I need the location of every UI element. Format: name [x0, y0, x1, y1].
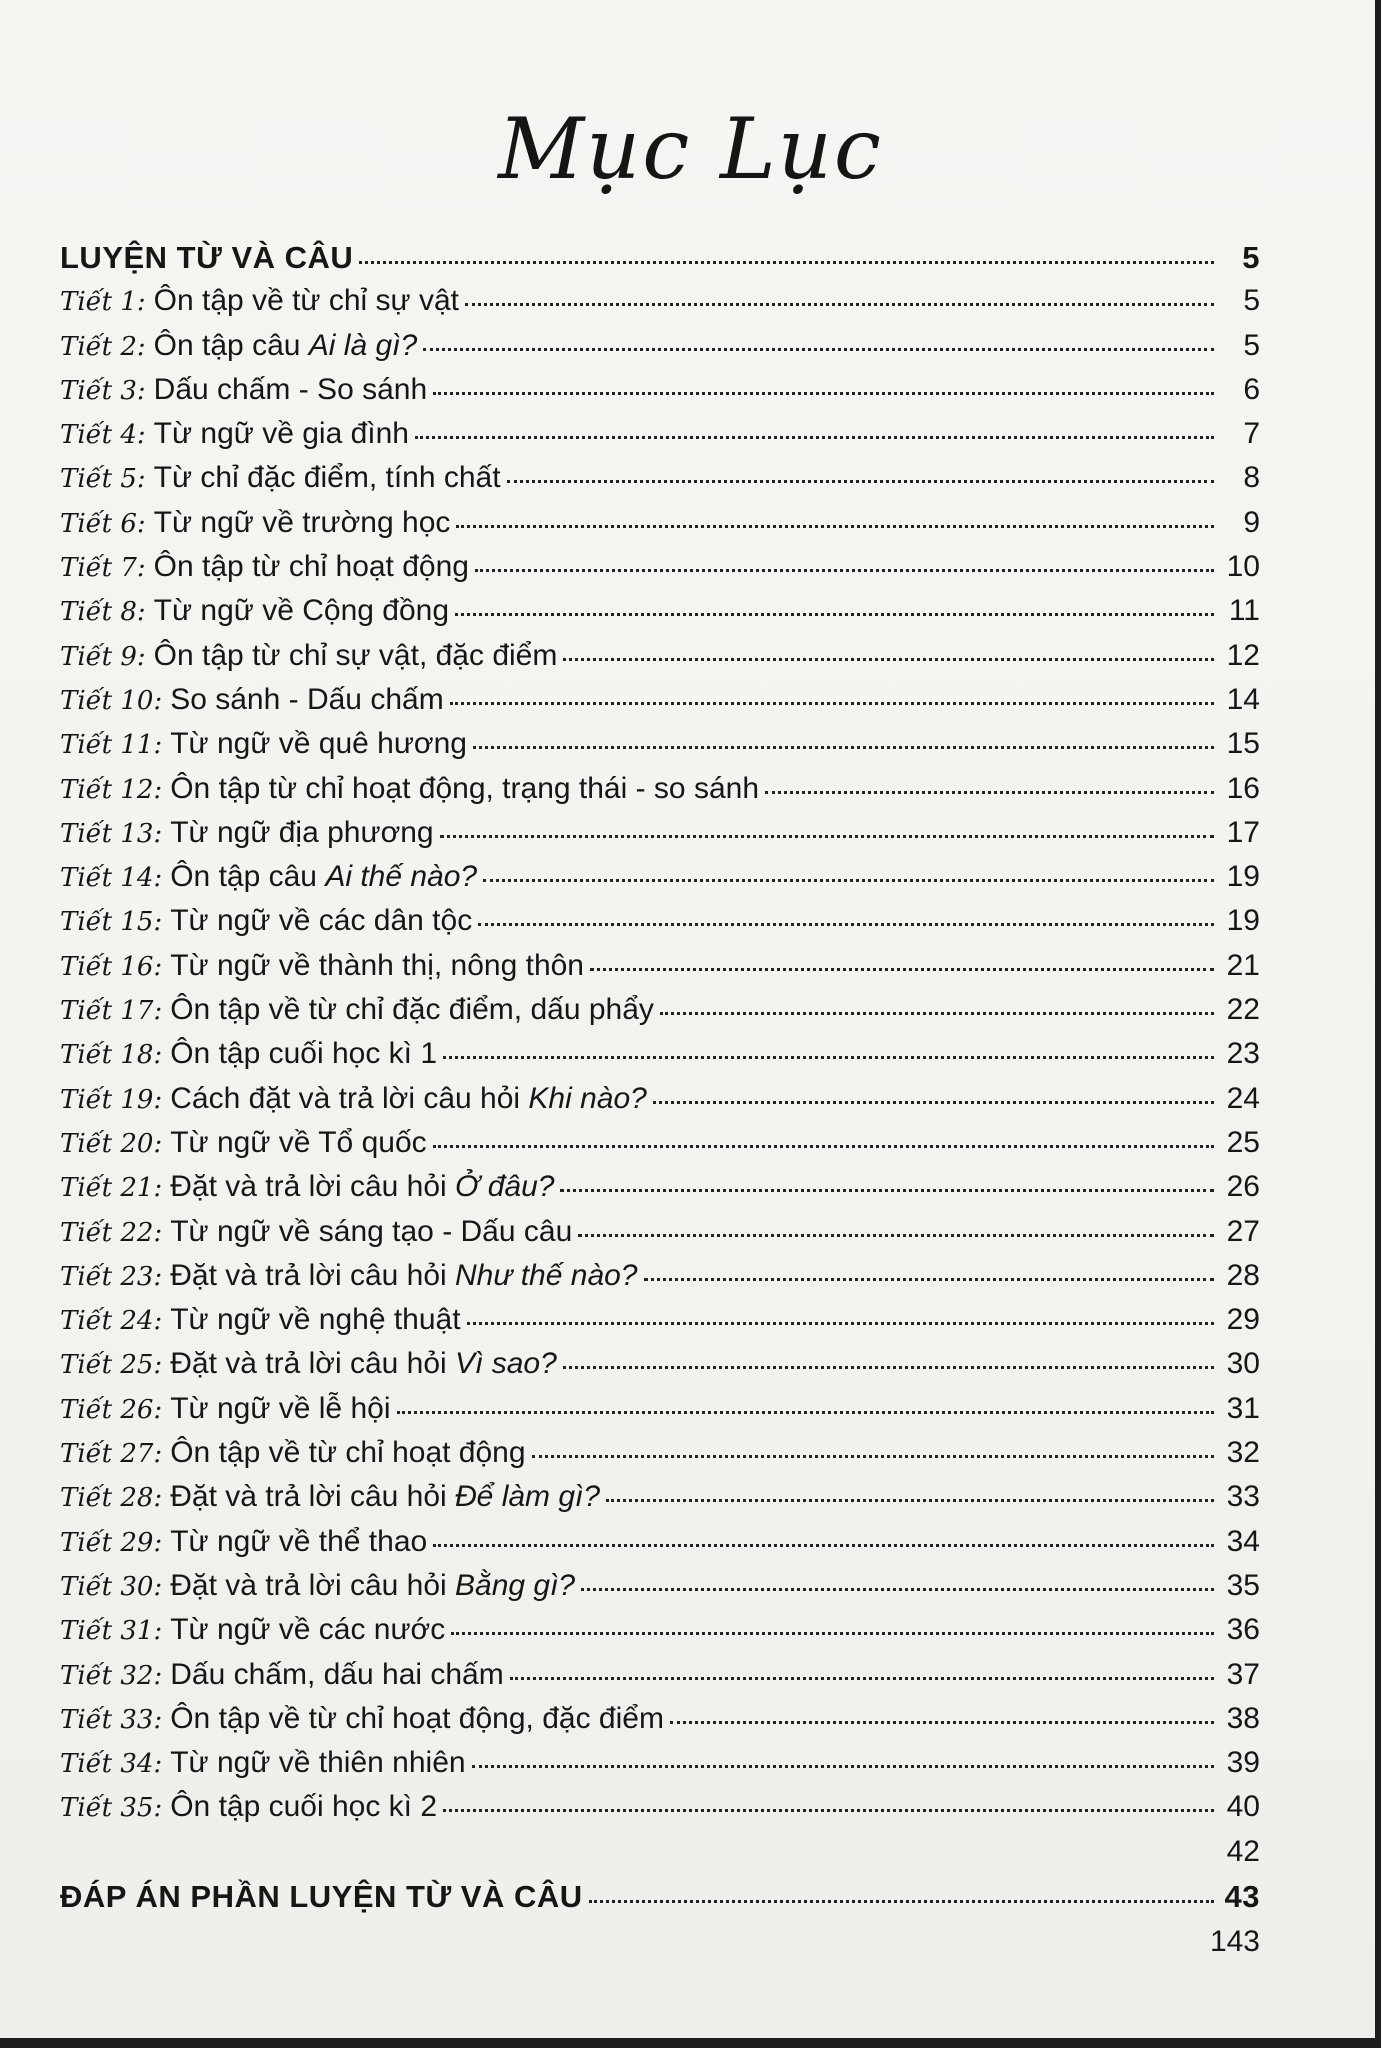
toc-lesson-row	[60, 1746, 1260, 1790]
dot-leader	[433, 1544, 1214, 1547]
lesson-page: 33	[1226, 1480, 1260, 1514]
dot-leader	[532, 1455, 1214, 1458]
lesson-title: Ôn tập về từ chỉ sự vật	[153, 284, 459, 318]
lesson-title-italic: Khi nào?	[528, 1081, 647, 1115]
lesson-number: Tiết 9:	[60, 641, 146, 672]
lesson-number: Tiết 30:	[60, 1571, 163, 1602]
lesson-title: Ôn tập cuối học kì 1	[170, 1037, 438, 1071]
lesson-page: 27	[1226, 1214, 1260, 1248]
lesson-page: 10	[1226, 550, 1260, 584]
lesson-title-italic: Vì sao?	[455, 1347, 557, 1381]
lesson-number: Tiết 29:	[60, 1527, 163, 1558]
dot-leader	[563, 1366, 1214, 1369]
lesson-label	[60, 1702, 664, 1736]
lesson-title: Đặt và trả lời câu hỏi	[170, 1568, 456, 1602]
lesson-number: Tiết 35:	[60, 1793, 163, 1824]
toc-lesson-row	[60, 1082, 1260, 1126]
dot-leader	[415, 436, 1214, 439]
lesson-label	[60, 1170, 554, 1204]
lesson-page: 14	[1226, 682, 1260, 716]
lesson-title: Từ ngữ về nghệ thuật	[170, 1303, 461, 1337]
dot-leader	[467, 1322, 1214, 1325]
toc-lesson-row	[60, 772, 1260, 816]
lesson-number: Tiết 32:	[60, 1660, 163, 1691]
toc-lesson-row	[60, 1126, 1260, 1170]
toc-lesson-row	[60, 1613, 1260, 1657]
toc-lesson-row	[60, 1303, 1260, 1347]
dot-leader	[423, 348, 1214, 351]
lesson-title: Từ ngữ về thể thao	[170, 1524, 428, 1558]
toc-lesson-row	[60, 727, 1260, 771]
dot-leader	[440, 835, 1214, 838]
lesson-title: Đặt và trả lời câu hỏi	[170, 1170, 456, 1204]
lesson-page: 23	[1226, 1037, 1260, 1071]
lesson-title: Ôn tập từ chỉ hoạt động, trạng thái - so sánh	[170, 771, 759, 805]
lesson-title: Đặt và trả lời câu hỏi	[170, 1258, 456, 1292]
lesson-label	[60, 1126, 427, 1160]
toc-lesson-row	[60, 904, 1260, 948]
lesson-number: Tiết 20:	[60, 1128, 163, 1159]
lesson-number: Tiết 14:	[60, 863, 163, 894]
lesson-label	[60, 639, 557, 673]
dot-leader	[443, 1056, 1214, 1059]
lesson-title: Dấu chấm, dấu hai chấm	[170, 1657, 504, 1691]
dot-leader	[589, 1900, 1214, 1903]
lesson-page: 12	[1226, 638, 1260, 672]
lesson-label	[60, 461, 501, 495]
lesson-page: 37	[1226, 1657, 1260, 1691]
lesson-page: 9	[1243, 505, 1260, 539]
lesson-label	[60, 550, 469, 584]
lesson-number: Tiết 3:	[60, 375, 146, 406]
toc-lesson-row	[60, 860, 1260, 904]
dot-leader	[478, 923, 1214, 926]
toc-lesson-row	[60, 461, 1260, 505]
toc-lesson-row	[60, 1259, 1260, 1303]
lesson-title: Ôn tập cuối học kì 2	[170, 1790, 438, 1824]
toc-lesson-row	[60, 639, 1260, 683]
lesson-label	[60, 1658, 504, 1692]
lesson-number: Tiết 13:	[60, 818, 163, 849]
lesson-page: 22	[1226, 993, 1260, 1027]
dot-leader	[397, 1411, 1215, 1414]
lesson-number: Tiết 8:	[60, 597, 146, 628]
lesson-title: Từ ngữ về thiên nhiên	[170, 1746, 466, 1780]
lesson-number: Tiết 1:	[60, 287, 146, 318]
page-number: 143	[1209, 1925, 1260, 1958]
lesson-label	[60, 1613, 445, 1647]
toc-lesson-row	[60, 594, 1260, 638]
toc-lesson-row	[60, 816, 1260, 860]
lesson-label	[60, 949, 584, 983]
dot-leader	[472, 1765, 1214, 1768]
toc-lesson-row	[60, 506, 1260, 550]
toc-lesson-row	[60, 993, 1260, 1037]
lesson-number: Tiết 16:	[60, 951, 163, 982]
dot-leader	[359, 261, 1214, 264]
lesson-page: 28	[1226, 1258, 1260, 1292]
lesson-number: Tiết 23:	[60, 1261, 163, 1292]
lesson-title: Từ ngữ về sáng tạo - Dấu câu	[170, 1214, 573, 1248]
lesson-label	[60, 1037, 437, 1071]
dot-leader	[578, 1234, 1214, 1237]
lesson-page: 24	[1226, 1081, 1260, 1115]
lesson-label	[60, 1303, 461, 1337]
dot-leader	[581, 1588, 1214, 1591]
lesson-page: 17	[1226, 815, 1260, 849]
section-heading-page: 5	[1242, 240, 1260, 275]
toc-extra-row	[60, 1835, 1260, 1879]
lesson-label	[60, 1215, 572, 1249]
dot-leader	[475, 569, 1214, 572]
lesson-label	[60, 1525, 427, 1559]
lesson-page: 5	[1243, 284, 1260, 318]
lesson-title-italic: Ai thế nào?	[325, 860, 478, 894]
lesson-label	[60, 993, 654, 1027]
toc-lesson-row	[60, 329, 1260, 373]
lesson-number: Tiết 11:	[60, 730, 163, 761]
lesson-title: Ôn tập về từ chỉ hoạt động, đặc điểm	[170, 1701, 664, 1735]
lesson-number: Tiết 21:	[60, 1173, 163, 1204]
lesson-title: Từ ngữ về Tổ quốc	[170, 1125, 427, 1159]
lesson-title: Từ ngữ về các nước	[170, 1613, 446, 1647]
lesson-title: Từ chỉ đặc điểm, tính chất	[153, 461, 501, 495]
dot-leader	[465, 303, 1214, 306]
lesson-page: 40	[1226, 1790, 1260, 1824]
lesson-page: 5	[1243, 328, 1260, 362]
lesson-title: Ôn tập về từ chỉ đặc điểm, dấu phẩy	[170, 993, 654, 1027]
toc-lesson-row	[60, 1525, 1260, 1569]
lesson-title: Từ ngữ về thành thị, nông thôn	[170, 948, 584, 982]
dot-leader	[473, 746, 1214, 749]
lesson-page: 16	[1226, 771, 1260, 805]
dot-leader	[483, 879, 1214, 882]
page-title: Mục Lục	[498, 100, 883, 198]
lesson-number: Tiết 5:	[60, 464, 146, 495]
lesson-number: Tiết 6:	[60, 508, 146, 539]
lesson-number: Tiết 31:	[60, 1616, 163, 1647]
extra-page-ref: 42	[1226, 1834, 1260, 1868]
lesson-number: Tiết 24:	[60, 1306, 163, 1337]
lesson-title-italic: Bằng gì?	[455, 1568, 576, 1602]
lesson-title: Từ ngữ về trường học	[153, 505, 451, 539]
lesson-label	[60, 373, 427, 407]
lesson-number: Tiết 28:	[60, 1483, 163, 1514]
lesson-label	[60, 594, 449, 628]
lesson-number: Tiết 2:	[60, 331, 146, 362]
lesson-title: Từ ngữ về các dân tộc	[170, 904, 473, 938]
lesson-page: 8	[1243, 461, 1260, 495]
toc-lesson-row	[60, 949, 1260, 993]
toc-lesson-row	[60, 284, 1260, 328]
lesson-label	[60, 860, 477, 894]
dot-leader	[507, 480, 1214, 483]
lesson-label	[60, 1790, 437, 1824]
page-edge-shadow	[1375, 0, 1381, 2048]
lesson-label	[60, 727, 467, 761]
dot-leader	[653, 1101, 1214, 1104]
lesson-number: Tiết 7:	[60, 553, 146, 584]
lesson-label	[60, 1392, 391, 1426]
dot-leader	[670, 1721, 1214, 1724]
lesson-label	[60, 284, 459, 318]
lesson-page: 21	[1226, 948, 1260, 982]
toc-lesson-row	[60, 683, 1260, 727]
lesson-number: Tiết 34:	[60, 1749, 163, 1780]
lesson-label	[60, 1436, 526, 1470]
lesson-number: Tiết 17:	[60, 996, 163, 1027]
dot-leader	[563, 658, 1214, 661]
lesson-label	[60, 683, 444, 717]
lesson-title: Ôn tập về từ chỉ hoạt động	[170, 1436, 526, 1470]
dot-leader	[433, 1145, 1214, 1148]
answers-heading-label: ĐÁP ÁN PHẦN LUYỆN TỪ VÀ CÂU	[60, 1878, 583, 1914]
table-of-contents	[60, 240, 1260, 1923]
lesson-number: Tiết 18:	[60, 1040, 163, 1071]
lesson-list	[60, 284, 1260, 1834]
lesson-number: Tiết 4:	[60, 420, 146, 451]
lesson-label	[60, 1746, 466, 1780]
dot-leader	[450, 702, 1214, 705]
lesson-number: Tiết 27:	[60, 1439, 163, 1470]
toc-lesson-row	[60, 1436, 1260, 1480]
lesson-number: Tiết 10:	[60, 685, 163, 716]
toc-lesson-row	[60, 1392, 1260, 1436]
lesson-title: Dấu chấm - So sánh	[153, 372, 428, 406]
dot-leader	[644, 1278, 1215, 1281]
lesson-page: 32	[1226, 1436, 1260, 1470]
lesson-page: 36	[1226, 1613, 1260, 1647]
lesson-page: 25	[1226, 1125, 1260, 1159]
dot-leader	[660, 1012, 1214, 1015]
dot-leader	[590, 968, 1214, 971]
lesson-label	[60, 1480, 600, 1514]
dot-leader	[455, 613, 1214, 616]
lesson-label	[60, 329, 417, 363]
lesson-label	[60, 1259, 638, 1293]
toc-lesson-row	[60, 1480, 1260, 1524]
toc-lesson-row	[60, 1215, 1260, 1259]
lesson-label	[60, 506, 450, 540]
lesson-page: 15	[1226, 727, 1260, 761]
toc-lesson-row	[60, 1702, 1260, 1746]
lesson-page: 35	[1226, 1568, 1260, 1602]
lesson-page: 39	[1226, 1746, 1260, 1780]
lesson-title: Cách đặt và trả lời câu hỏi	[170, 1081, 529, 1115]
toc-lesson-row	[60, 1037, 1260, 1081]
dot-leader	[443, 1809, 1214, 1812]
lesson-label	[60, 1347, 557, 1381]
lesson-page: 19	[1226, 904, 1260, 938]
lesson-page: 34	[1226, 1524, 1260, 1558]
lesson-title: Từ ngữ về gia đình	[153, 417, 409, 451]
toc-lesson-row	[60, 1569, 1260, 1613]
lesson-title-italic: Để làm gì?	[455, 1480, 601, 1514]
lesson-number: Tiết 22:	[60, 1217, 163, 1248]
lesson-title: Ôn tập từ chỉ hoạt động	[153, 550, 469, 584]
lesson-label	[60, 772, 759, 806]
dot-leader	[456, 525, 1214, 528]
lesson-title: Ôn tập câu	[170, 860, 326, 894]
lesson-title: Ôn tập câu	[153, 328, 309, 362]
lesson-page: 6	[1243, 372, 1260, 406]
dot-leader	[510, 1677, 1214, 1680]
toc-lesson-row	[60, 373, 1260, 417]
lesson-page: 7	[1243, 417, 1260, 451]
lesson-page: 29	[1226, 1303, 1260, 1337]
toc-lesson-row	[60, 1170, 1260, 1214]
lesson-label	[60, 417, 409, 451]
toc-answers-heading	[60, 1879, 1260, 1923]
toc-lesson-row	[60, 1658, 1260, 1702]
dot-leader	[451, 1632, 1214, 1635]
lesson-number: Tiết 15:	[60, 907, 163, 938]
lesson-page: 19	[1226, 860, 1260, 894]
lesson-title: Từ ngữ địa phương	[170, 815, 434, 849]
lesson-title: So sánh - Dấu chấm	[170, 682, 444, 716]
lesson-number: Tiết 33:	[60, 1704, 163, 1735]
lesson-number: Tiết 25:	[60, 1350, 163, 1381]
section-heading-label: LUYỆN TỪ VÀ CÂU	[60, 240, 354, 275]
toc-lesson-row	[60, 1790, 1260, 1834]
lesson-title: Ôn tập từ chỉ sự vật, đặc điểm	[153, 638, 558, 672]
lesson-title-italic: Ai là gì?	[308, 328, 418, 362]
lesson-number: Tiết 19:	[60, 1084, 163, 1115]
lesson-page: 11	[1228, 594, 1260, 628]
lesson-label	[60, 1082, 647, 1116]
toc-lesson-row	[60, 1347, 1260, 1391]
lesson-title: Từ ngữ về Cộng đồng	[153, 594, 450, 628]
lesson-label	[60, 816, 434, 850]
dot-leader	[560, 1189, 1214, 1192]
lesson-label	[60, 904, 472, 938]
lesson-title-italic: Ở đâu?	[455, 1170, 555, 1204]
lesson-title: Đặt và trả lời câu hỏi	[170, 1480, 456, 1514]
toc-section-heading	[60, 240, 1260, 284]
toc-lesson-row	[60, 417, 1260, 461]
lesson-label	[60, 1569, 575, 1603]
lesson-title: Đặt và trả lời câu hỏi	[170, 1347, 456, 1381]
dot-leader	[765, 791, 1214, 794]
lesson-title: Từ ngữ về quê hương	[170, 727, 467, 761]
lesson-number: Tiết 12:	[60, 774, 163, 805]
lesson-title: Từ ngữ về lễ hội	[170, 1391, 391, 1425]
lesson-page: 38	[1226, 1701, 1260, 1735]
answers-heading-page: 43	[1224, 1878, 1260, 1914]
dot-leader	[433, 392, 1214, 395]
lesson-page: 30	[1226, 1347, 1260, 1381]
page-bottom-shadow	[0, 2038, 1381, 2048]
dot-leader	[606, 1499, 1214, 1502]
lesson-title-italic: Như thế nào?	[455, 1258, 638, 1292]
lesson-number: Tiết 26:	[60, 1394, 163, 1425]
lesson-page: 26	[1226, 1170, 1260, 1204]
lesson-page: 31	[1226, 1391, 1260, 1425]
toc-lesson-row	[60, 550, 1260, 594]
